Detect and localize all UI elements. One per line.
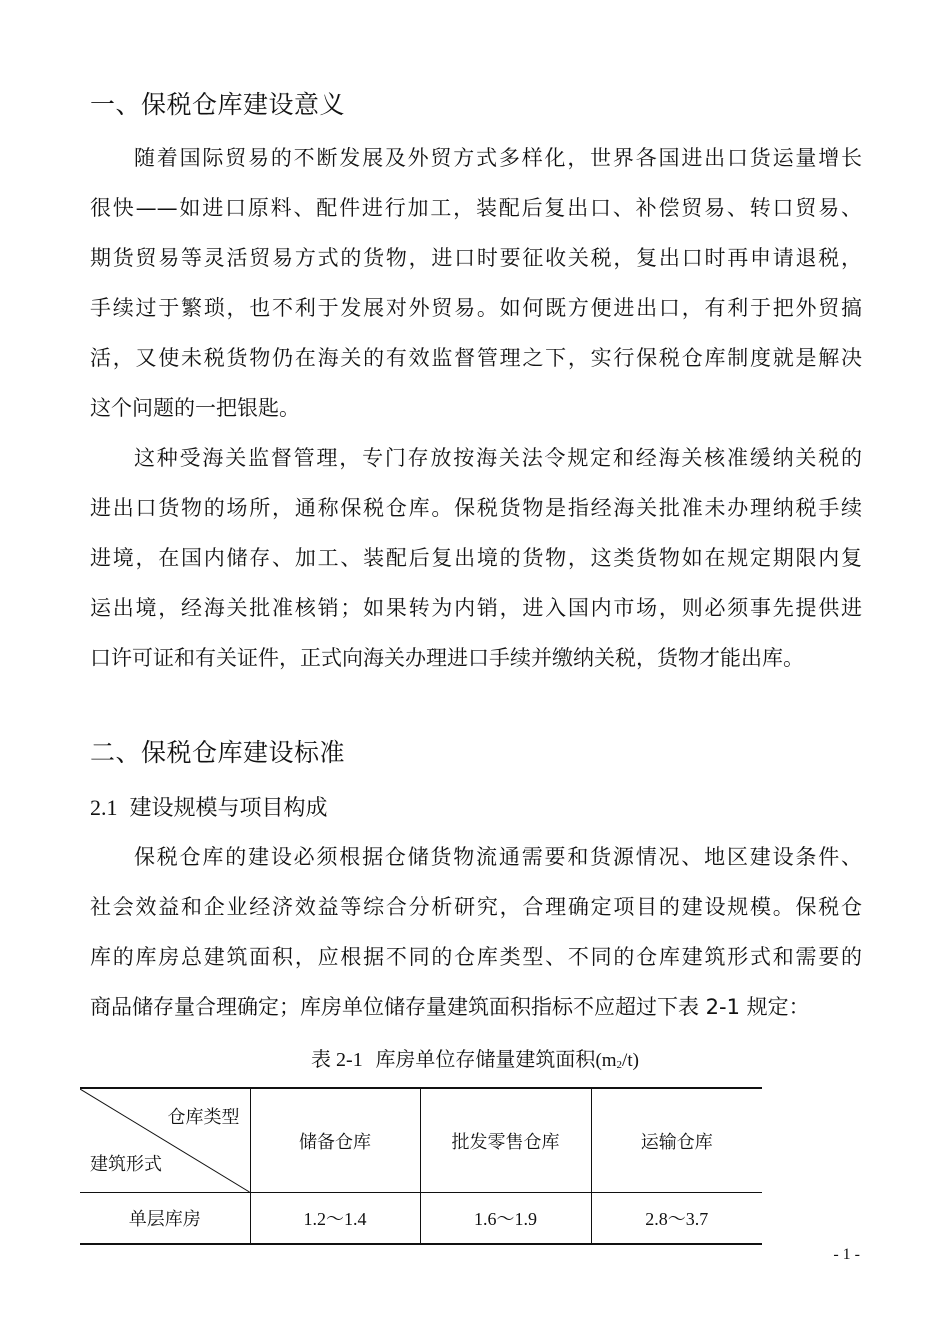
section2-heading: 二、保税仓库建设标准 — [90, 738, 346, 767]
paragraph-line: 商品储存量合理确定；库房单位储存量建筑面积指标不应超过下表 2-1 规定： — [90, 995, 810, 1019]
column-header: 储备仓库 — [250, 1088, 420, 1193]
section1-paragraph1 — [90, 133, 862, 433]
column-header: 批发零售仓库 — [420, 1088, 591, 1193]
table-caption — [0, 1046, 950, 1078]
paragraph-line: 手续过于繁琐，也不利于发展对外贸易。如何既方便进出口，有利于把外贸搞 — [90, 296, 862, 320]
row-label: 单层库房 — [80, 1193, 250, 1245]
page-number: - 1 - — [833, 1246, 860, 1263]
section1-heading: 一、保税仓库建设意义 — [90, 90, 346, 119]
table-unit: $(m_2/t)$ — [595, 1050, 639, 1071]
paragraph-line: 期货贸易等灵活贸易方式的货物，进口时要征收关税，复出口时再申请退税， — [90, 246, 862, 270]
table-row — [80, 1193, 762, 1245]
column-header: 运输仓库 — [591, 1088, 762, 1193]
paragraph-line: 进境，在国内储存、加工、装配后复出境的货物，这类货物如在规定期限内复 — [90, 546, 862, 570]
corner-column-label: 仓库类型 — [167, 1107, 240, 1128]
paragraph-line: 这个问题的一把银匙。 — [90, 396, 300, 420]
paragraph-line: 社会效益和企业经济效益等综合分析研究，合理确定项目的建设规模。保税仓 — [90, 895, 862, 919]
section2-paragraph — [90, 832, 862, 1032]
subsection-number: 2.1 — [90, 795, 118, 820]
subsection-heading — [90, 794, 328, 823]
paragraph-line: 口许可证和有关证件，正式向海关办理进口手续并缴纳关税，货物才能出库。 — [90, 646, 804, 670]
corner-row-label: 建筑形式 — [90, 1154, 162, 1175]
subsection-title: 建设规模与项目构成 — [129, 796, 328, 821]
paragraph-line: 这种受海关监督管理，专门存放按海关法令规定和经海关核准缓纳关税的 — [134, 446, 862, 470]
paragraph-line: 很快——如进口原料、配件进行加工，装配后复出口、补偿贸易、转口贸易、 — [90, 196, 862, 220]
paragraph-line: 运出境，经海关批准核销；如果转为内销，进入国内市场，则必须事先提供进 — [90, 596, 862, 620]
section1-paragraph2 — [90, 433, 862, 683]
table-header-row — [80, 1088, 762, 1193]
table-cell: 1.6～1.9 — [420, 1193, 591, 1245]
table-corner-cell — [80, 1088, 250, 1193]
table-title: 库房单位存储量建筑面积 — [375, 1047, 596, 1071]
area-standard-table — [80, 1087, 762, 1245]
table-number: 表 2-1 — [311, 1049, 363, 1071]
table-cell: 2.8～3.7 — [591, 1193, 762, 1245]
paragraph-line: 随着国际贸易的不断发展及外贸方式多样化，世界各国进出口货运量增长 — [134, 146, 862, 170]
paragraph-line: 进出口货物的场所，通称保税仓库。保税货物是指经海关批准未办理纳税手续 — [90, 496, 862, 520]
paragraph-line: 保税仓库的建设必须根据仓储货物流通需要和货源情况、地区建设条件、 — [134, 845, 862, 869]
paragraph-line: 库的库房总建筑面积，应根据不同的仓库类型、不同的仓库建筑形式和需要的 — [90, 945, 862, 969]
paragraph-line: 活，又使未税货物仍在海关的有效监督管理之下，实行保税仓库制度就是解决 — [90, 346, 862, 370]
table-cell: 1.2～1.4 — [250, 1193, 420, 1245]
